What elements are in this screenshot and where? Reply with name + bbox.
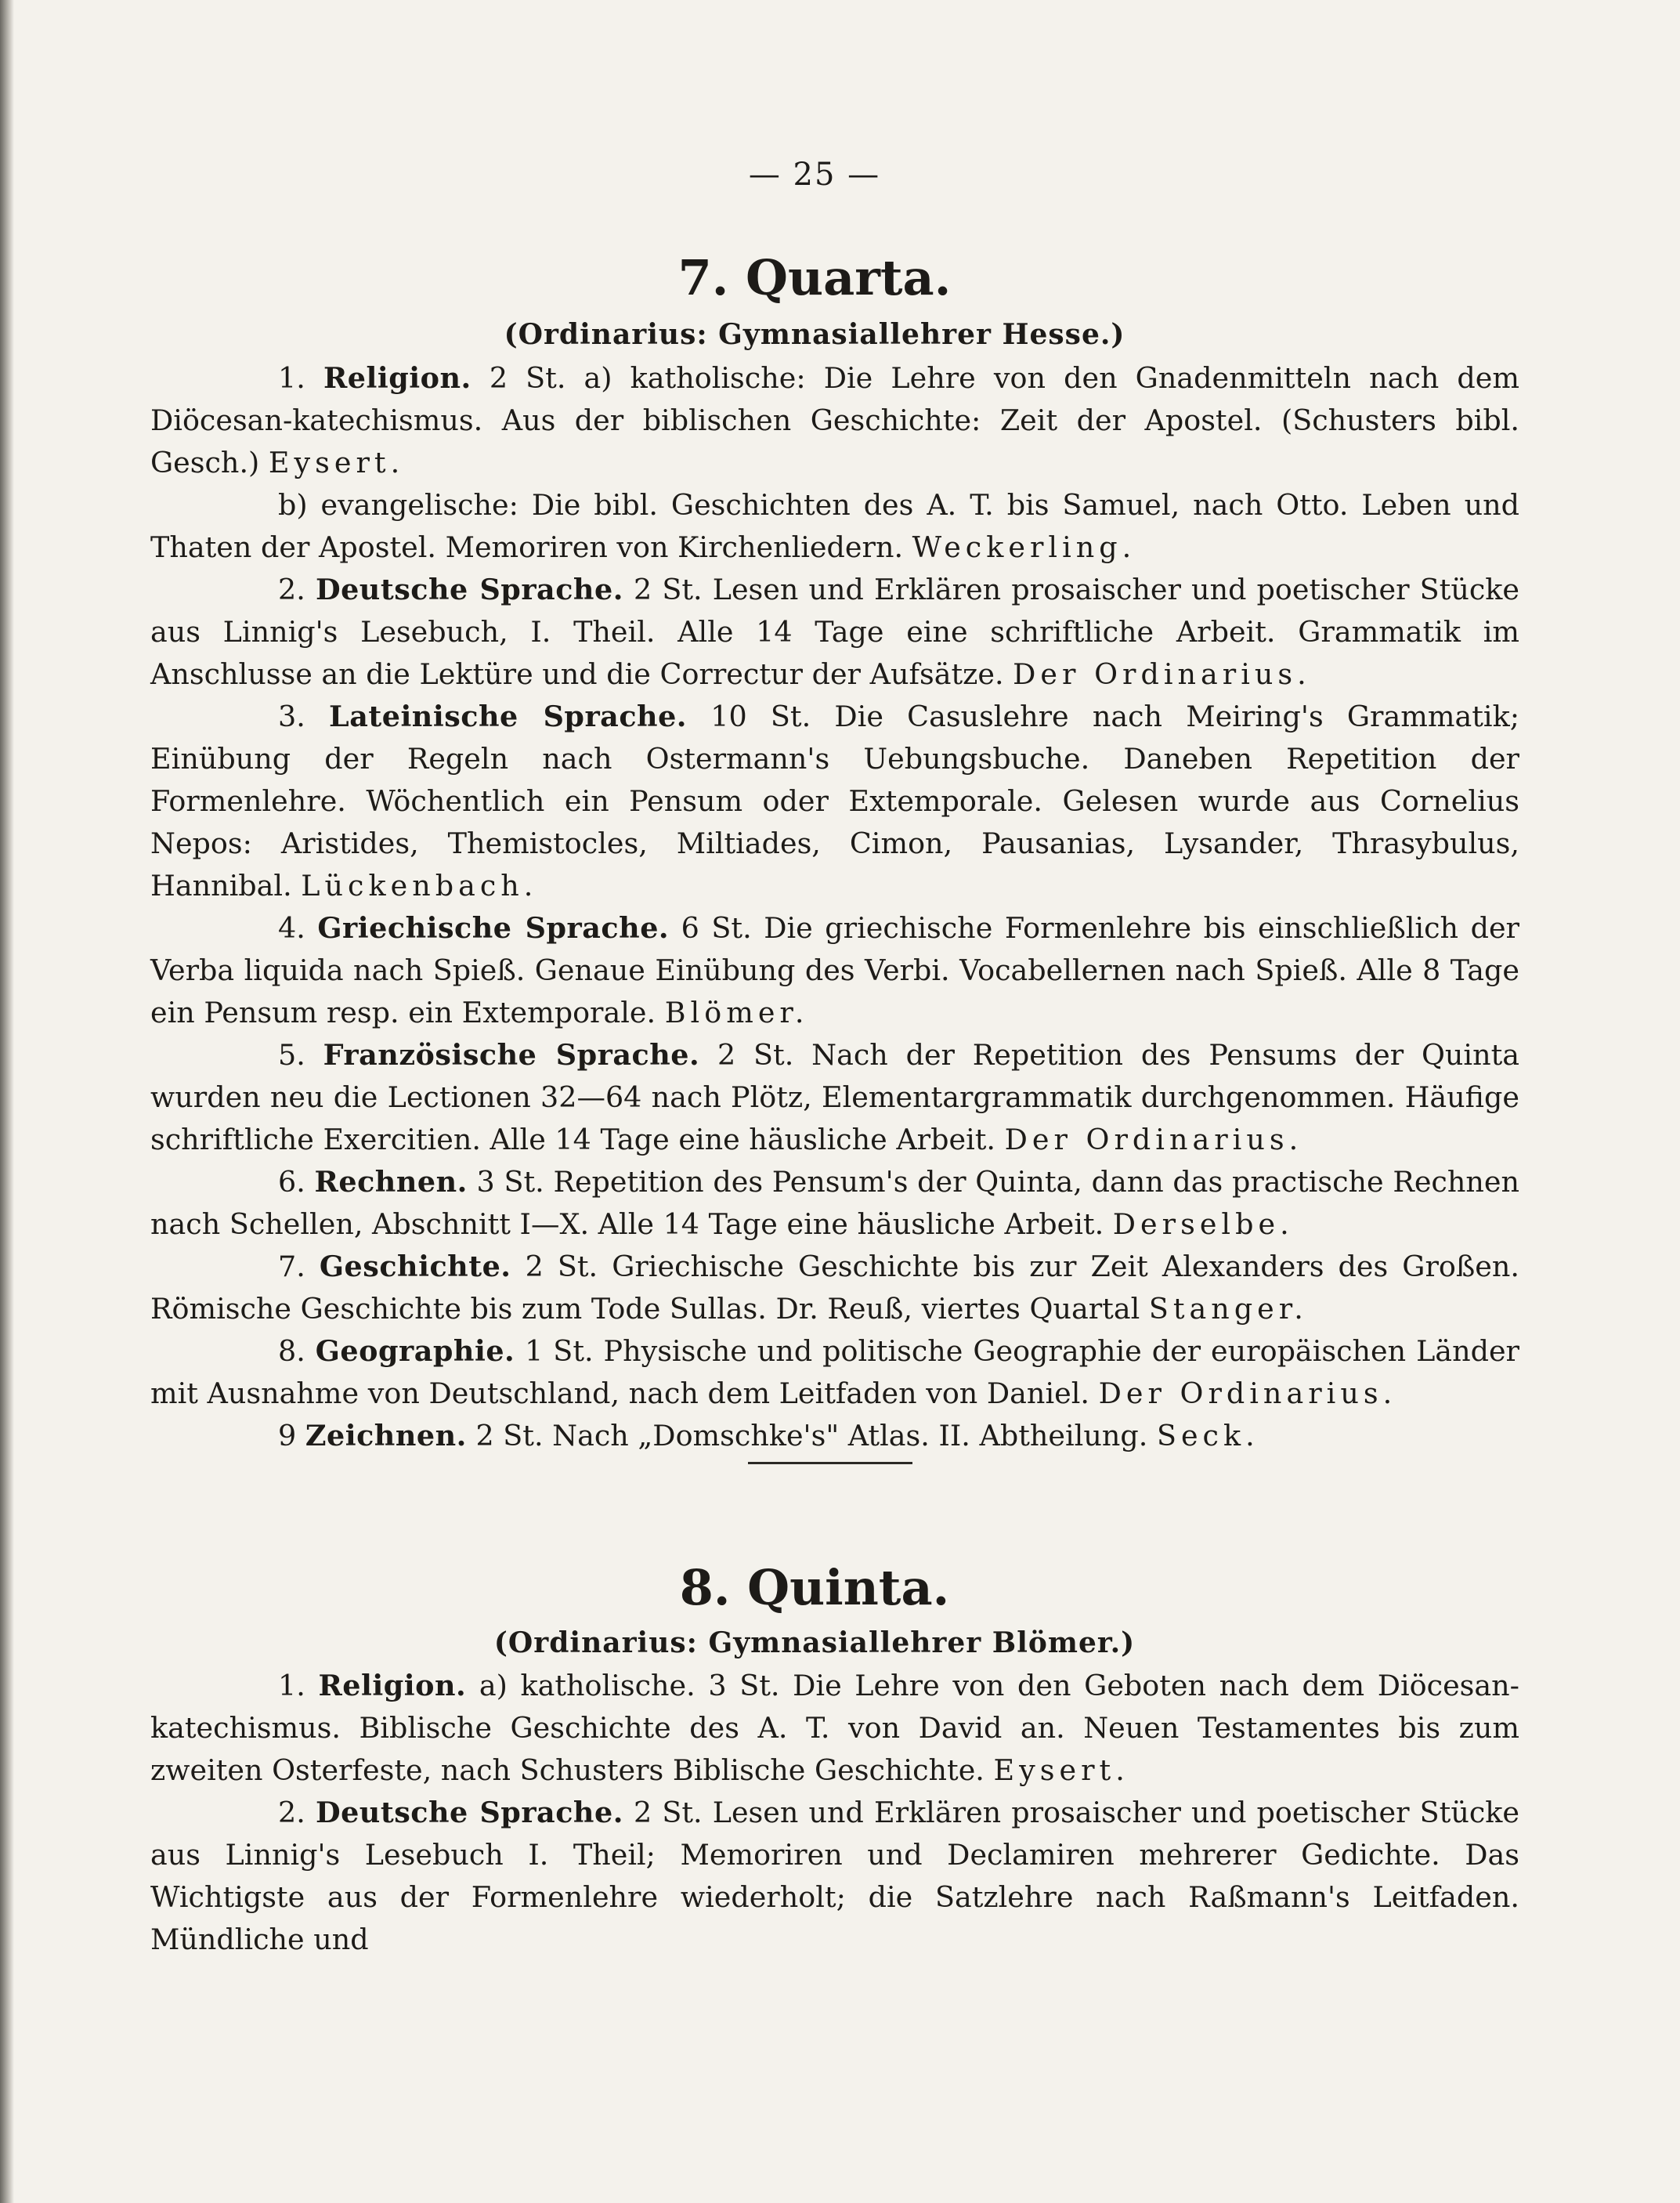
subject-title: Griechische Sprache.	[317, 911, 670, 945]
subject-item: 1. Religion. a) katholische. 3 St. Die Lehre von den Geboten nach dem Diöcesan-katechismus. Biblische Geschichte des A. T. von David an. Neuen Testamentes bis zum zweiten Osterfeste, nach Schusters Biblische Geschichte. Eysert.	[150, 1669, 1520, 1787]
page-number: — 25 —	[748, 157, 881, 193]
subject-title: Rechnen.	[314, 1165, 468, 1199]
subject-item: 3. Lateinische Sprache. 10 St. Die Casuslehre nach Meiring's Grammatik; Einübung der Regeln nach Ostermann's Uebungsbuche. Daneben Repetition der Formenlehre. Wöchentlich ein Pensum oder Extemporale. Gelesen wurde aus Cornelius Nepos: Aristides, Themistocles, Miltiades, Cimon, Pausanias, Lysander, Thrasybulus, Hannibal. Lückenbach.	[150, 700, 1520, 903]
teacher-name: Stanger.	[1148, 1292, 1308, 1326]
teacher-name: Lückenbach.	[301, 869, 538, 903]
subject-title: Deutsche Sprache.	[315, 1796, 623, 1829]
teacher-name: Der Ordinarius.	[1098, 1376, 1397, 1410]
teacher-name: Der Ordinarius.	[1004, 1123, 1303, 1156]
teacher-name: Weckerling.	[912, 530, 1136, 564]
subject-item: 8. Geographie. 1 St. Physische und politische Geographie der europäischen Länder mit Ausnahme von Deutschland, nach dem Leitfaden von Daniel. Der Ordinarius.	[150, 1334, 1519, 1410]
subject-title: Religion.	[318, 1669, 467, 1702]
subject-title: Geographie.	[315, 1334, 515, 1368]
subject-title: Französische Sprache.	[323, 1038, 700, 1072]
section-body-quarta	[150, 357, 1519, 1457]
subject-item: 2. Deutsche Sprache. 2 St. Lesen und Erklären prosaischer und poetischer Stücke aus Linnig's Lesebuch I. Theil; Memoriren und Declamiren mehrerer Gedichte. Das Wichtigste aus der Formenlehre wiederholt; die Satzlehre nach Raßmann's Leitfaden. Mündliche und	[150, 1796, 1519, 1956]
teacher-name: Seck.	[1156, 1419, 1259, 1452]
section-body-quinta	[150, 1665, 1519, 1961]
subject-title: Geschichte.	[319, 1250, 511, 1283]
subject-item: b) evangelische: Die bibl. Geschichten des A. T. bis Samuel, nach Otto. Leben und Thaten der Apostel. Memoriren von Kirchenliedern. Weckerling.	[150, 488, 1519, 564]
subject-title: Lateinische Sprache.	[329, 700, 688, 733]
teacher-name: Eysert.	[993, 1753, 1129, 1787]
subject-title: Deutsche Sprache.	[315, 573, 623, 606]
ordinarius-quarta: (Ordinarius: Gymnasiallehrer Hesse.)	[504, 318, 1125, 351]
subject-title: Religion.	[323, 361, 471, 395]
subject-item: 2. Deutsche Sprache. 2 St. Lesen und Erklären prosaischer und poetischer Stücke aus Linnig's Lesebuch, I. Theil. Alle 14 Tage eine schriftliche Arbeit. Grammatik im Anschlusse an die Lektüre und die Correctur der Aufsätze. Der Ordinarius.	[150, 573, 1519, 691]
teacher-name: Derselbe.	[1112, 1207, 1294, 1241]
subject-item: 4. Griechische Sprache. 6 St. Die griechische Formenlehre bis einschließlich der Verba liquida nach Spieß. Genaue Einübung des Verbi. Vocabellernen nach Spieß. Alle 8 Tage ein Pensum resp. ein Extemporale. Blömer.	[150, 911, 1520, 1029]
teacher-name: Eysert.	[268, 446, 405, 479]
subject-title: Zeichnen.	[305, 1419, 467, 1452]
subject-item: 7. Geschichte. 2 St. Griechische Geschichte bis zur Zeit Alexanders des Großen. Römische Geschichte bis zum Tode Sullas. Dr. Reuß, viertes Quartal Stanger.	[150, 1250, 1519, 1326]
subject-item: 1. Religion. 2 St. a) katholische: Die Lehre von den Gnadenmitteln nach dem Diöcesan-katechismus. Aus der biblischen Geschichte: Zeit der Apostel. (Schusters bibl. Gesch.) Eysert.	[150, 361, 1520, 479]
ordinarius-quinta: (Ordinarius: Gymnasiallehrer Blömer.)	[493, 1626, 1136, 1659]
teacher-name: Der Ordinarius.	[1013, 657, 1311, 691]
teacher-name: Blömer.	[664, 996, 809, 1029]
subject-item: 9 Zeichnen. 2 St. Nach „Domschke's" Atlas. II. Abtheilung. Seck.	[278, 1419, 1259, 1452]
subject-item: 5. Französische Sprache. 2 St. Nach der Repetition des Pensums der Quinta wurden neu die Lectionen 32—64 nach Plötz, Elementargrammatik durchgenommen. Häufige schriftliche Exercitien. Alle 14 Tage eine häusliche Arbeit. Der Ordinarius.	[150, 1038, 1519, 1156]
section-heading-quinta: 8. Quinta.	[679, 1559, 950, 1616]
subject-item: 6. Rechnen. 3 St. Repetition des Pensum's der Quinta, dann das practische Rechnen nach Schellen, Abschnitt I—X. Alle 14 Tage eine häusliche Arbeit. Derselbe.	[150, 1165, 1519, 1241]
section-heading-quarta: 7. Quarta.	[677, 249, 952, 306]
section-divider	[748, 1462, 912, 1464]
